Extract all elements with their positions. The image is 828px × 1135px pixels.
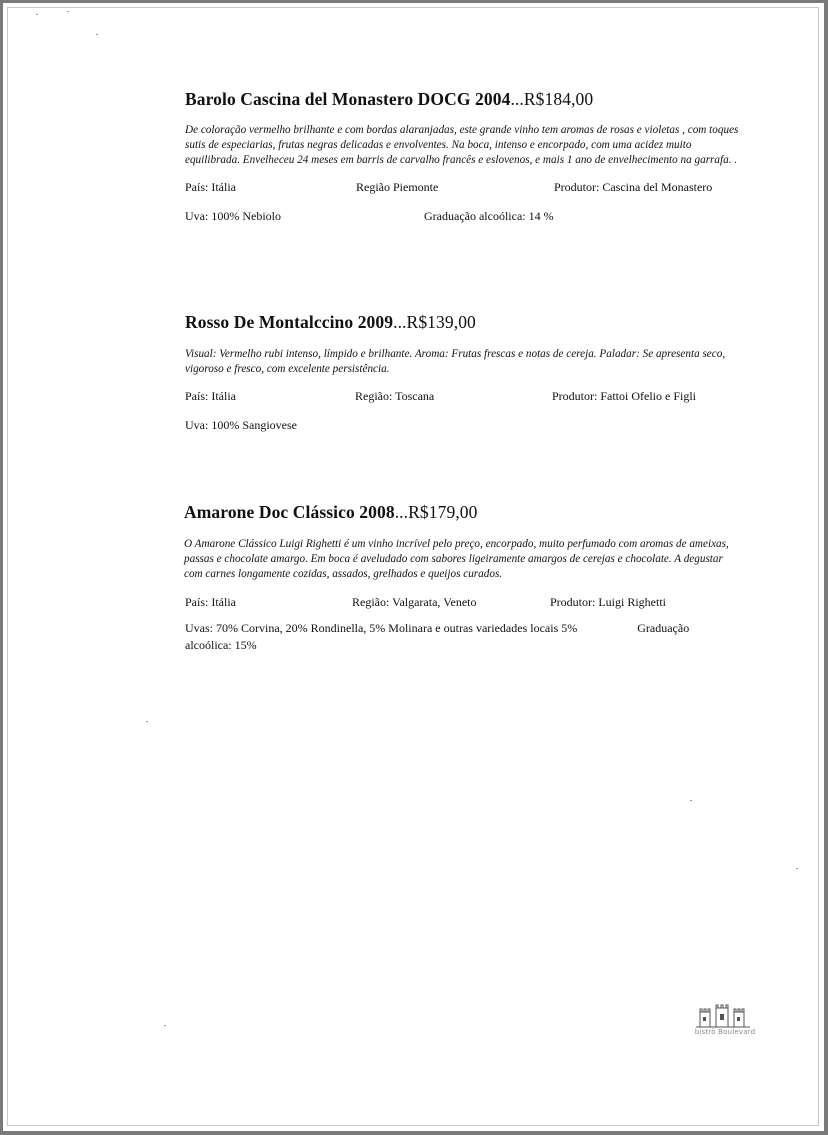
wine-grapes-and-alcohol: Uvas: 70% Corvina, 20% Rondinella, 5% Molinara e outras variedades locais 5% Graduação alcoólica: 15% — [185, 620, 693, 652]
wine-producer: Produtor: Fattoi Ofelio e Figli — [552, 389, 696, 404]
price-separator: ... — [394, 502, 409, 522]
wine-country: País: Itália — [185, 179, 236, 194]
wine-name: Amarone Doc Clássico 2008 — [184, 502, 395, 522]
wine-info-row — [185, 179, 745, 195]
wine-description: De coloração vermelho brilhante e com bordas alaranjadas, este grande vinho tem aromas de rosas e violetas , com toques sutis de especiarias, frutas negras delicadas e envolventes. Na boca, intenso e encorpado, com uma acidez muito equilibrada. Envelheceu 24 meses em barris de carvalho francês e eslovenos, e mais 1 ano de envelhecimento na garrafa. . — [185, 124, 739, 167]
scan-speck — [164, 1025, 166, 1026]
restaurant-logo — [692, 1004, 758, 1048]
castle-icon — [692, 1004, 758, 1030]
wine-entry-barolo — [185, 89, 745, 224]
wine-info-row — [184, 594, 732, 610]
price-separator: ... — [393, 312, 407, 332]
price-separator: ... — [510, 89, 524, 109]
wine-price: R$139,00 — [406, 312, 476, 332]
wine-title — [184, 502, 732, 523]
wine-price: R$184,00 — [523, 89, 594, 109]
wine-title — [185, 89, 745, 110]
wine-region: Região: Toscana — [355, 389, 435, 404]
scan-speck — [146, 721, 148, 722]
wine-producer: Produtor: Luigi Righetti — [550, 594, 666, 609]
scan-speck — [96, 34, 98, 35]
wine-info-row-2 — [185, 417, 745, 433]
scan-speck — [36, 14, 38, 15]
wine-name: Barolo Cascina del Monastero DOCG 2004 — [185, 89, 511, 109]
wine-entry-amarone — [184, 502, 732, 654]
wine-name: Rosso De Montalccino 2009 — [185, 312, 394, 332]
wine-description: Visual: Vermelho rubi intenso, límpido e brilhante. Aroma: Frutas frescas e notas de cereja. Paladar: Se apresenta seco, vigoroso e fresco, com excelente persistência. — [185, 348, 726, 376]
wine-alcohol: Graduação alcoólica: 14 % — [424, 208, 554, 223]
wine-description: O Amarone Clássico Luigi Righetti é um vinho incrível pelo preço, encorpado, muito perfumado com aromas de ameixas, passas e chocolate amargo. Em boca é aveludado com sabores ligeiramente amargos de cerejas e chocolate. A degustar com carnes longamente cozidas, assados, grelhados e queijos curados. — [184, 538, 729, 581]
scan-speck — [796, 868, 798, 869]
scan-speck — [67, 11, 69, 12]
wine-country: País: Itália — [185, 389, 236, 404]
wine-entry-rosso — [185, 312, 745, 433]
wine-title — [185, 312, 745, 333]
wine-info-row — [185, 388, 745, 404]
scan-speck — [690, 800, 692, 801]
wine-grape: Uva: 100% Nebiolo — [185, 208, 281, 223]
wine-price: R$179,00 — [408, 502, 478, 522]
wine-grape: Uva: 100% Sangiovese — [185, 418, 297, 433]
wine-producer: Produtor: Cascina del Monastero — [554, 179, 713, 194]
logo-text: bistrô Boulevard — [694, 1028, 756, 1036]
wine-region: Região: Valgarata, Veneto — [352, 594, 477, 609]
wine-region: Região Piemonte — [356, 179, 439, 194]
wine-country: País: Itália — [185, 594, 236, 609]
wine-info-row-2 — [185, 208, 745, 224]
